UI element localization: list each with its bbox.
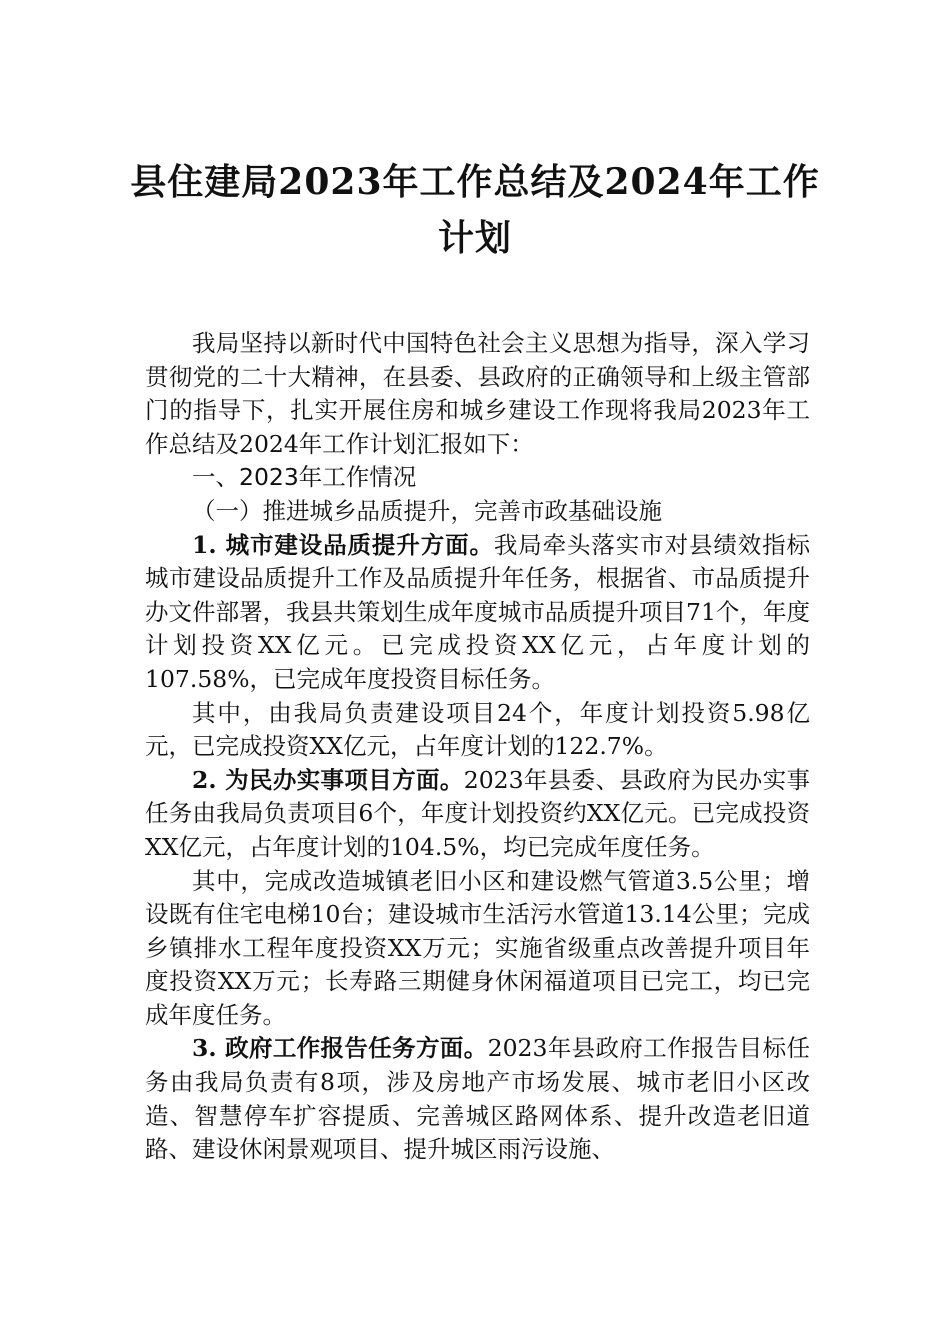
intro-paragraph: 我局坚持以新时代中国特色社会主义思想为指导，深入学习贯彻党的二十大精神，在县委、县政府的正确领导和上级主管部门的指导下，扎实开展住房和城乡建设工作现将我局2023年工作总结及2024年工作计划汇报如下： xyxy=(145,329,810,458)
item-1-lead: 1. 城市建设品质提升方面。 xyxy=(192,530,494,559)
document-title: 县住建局2023年工作总结及2024年工作计划 xyxy=(130,161,820,259)
item-3-text: 2023年县政府工作报告目标任务由我局负责有8项，涉及房地产市场发展、城市老旧小区改造、智慧停车扩容提质、完善城区路网体系、提升改造老旧道路、建设休闲景观项目、提升城区雨污设施、 xyxy=(145,1034,810,1164)
item-3-lead: 3. 政府工作报告任务方面。 xyxy=(192,1034,488,1063)
item-2-detail: 其中，完成改造城镇老旧小区和建设燃气管道3.5公里；增设既有住宅电梯10台；建设城市生活污水管道13.14公里；完成乡镇排水工程年度投资XX万元；实施省级重点改善提升项目年度投资XX万元；长寿路三期健身休闲福道项目已完工，均已完成年度任务。 xyxy=(145,866,810,1029)
document-body xyxy=(145,327,810,1167)
item-1-detail: 其中，由我局负责建设项目24个，年度计划投资5.98亿元，已完成投资XX亿元，占年度计划的122.7%。 xyxy=(145,698,810,761)
item-2-lead: 2. 为民办实事项目方面。 xyxy=(192,765,464,794)
item-2-text: 2023年县委、县政府为民办实事任务由我局负责项目6个，年度计划投资约XX亿元。已完成投资XX亿元，占年度计划的104.5%，均已完成年度任务。 xyxy=(145,765,810,861)
item-1-paragraph xyxy=(145,529,810,697)
item-2-paragraph xyxy=(145,764,810,865)
subsection-heading: （一）推进城乡品质提升，完善市政基础设施 xyxy=(192,496,662,525)
item-1-text: 我局牵头落实市对县绩效指标城市建设品质提升工作及品质提升年任务，根据省、市品质提升办文件部署，我县共策划生成年度城市品质提升项目71个，年度计划投资XX亿元。已完成投资XX亿元，占年度计划的107.58%，已完成年度投资目标任务。 xyxy=(145,530,810,693)
section-heading: 一、2023年工作情况 xyxy=(192,463,417,492)
item-3-paragraph xyxy=(145,1032,810,1166)
